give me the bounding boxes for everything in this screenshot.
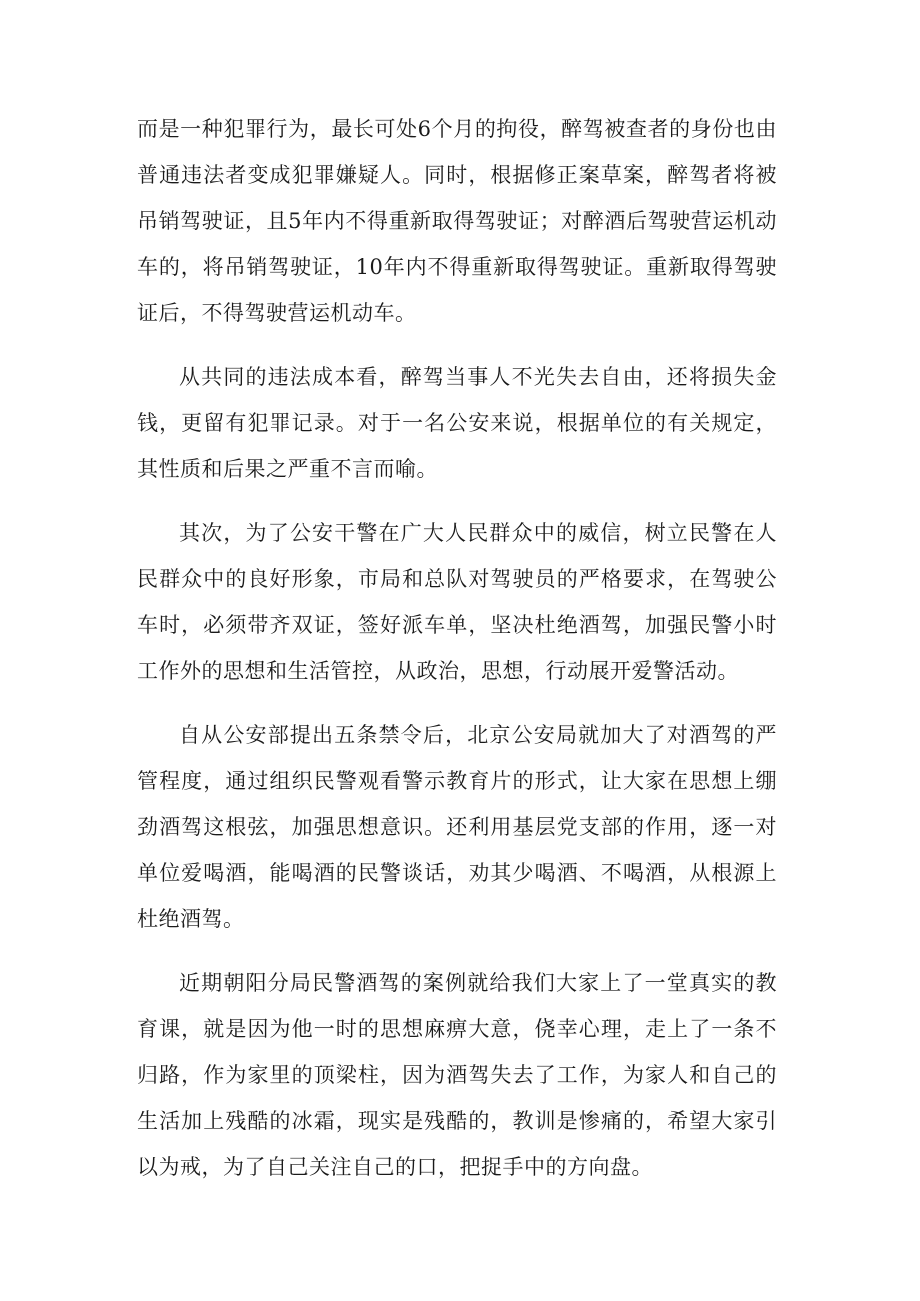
paragraph-4: 自从公安部提出五条禁令后，北京公安局就加大了对酒驾的严管程度，通过组织民警观看警示教育片的形式，让大家在思想上绷劲酒驾这根弦，加强思想意识。还利用基层党支部的作用，逐一对单位爱喝酒，能喝酒的民警谈话，劝其少喝酒、不喝酒，从根源上杜绝酒驾。 (137, 723, 777, 931)
paragraph-1: 而是一种犯罪行为，最长可处6个月的拘役，醉驾被查者的身份也由普通违法者变成犯罪嫌疑人。同时，根据修正案草案，醉驾者将被吊销驾驶证，且5年内不得重新取得驾驶证；对醉酒后驾驶营运机动车的，将吊销驾驶证，10年内不得重新取得驾驶证。重新取得驾驶证后，不得驾驶营运机动车。 (137, 117, 777, 325)
paragraph-2: 从共同的违法成本看，醉驾当事人不光失去自由，还将损失金钱，更留有犯罪记录。对于一名公安来说，根据单位的有关规定，其性质和后果之严重不言而喻。 (137, 365, 777, 481)
paragraph-3: 其次，为了公安干警在广大人民群众中的威信，树立民警在人民群众中的良好形象，市局和总队对驾驶员的严格要求，在驾驶公车时，必须带齐双证，签好派车单，坚决杜绝酒驾，加强民警小时工作外的思想和生活管控，从政治，思想，行动展开爱警活动。 (137, 521, 777, 683)
paragraph-5: 近期朝阳分局民警酒驾的案例就给我们大家上了一堂真实的教育课，就是因为他一时的思想麻痹大意，侥幸心理，走上了一条不归路，作为家里的顶梁柱，因为酒驾失去了工作，为家人和自己的生活加上残酷的冰霜，现实是残酷的，教训是惨痛的，希望大家引以为戒，为了自己关注自己的口，把捉手中的方向盘。 (137, 971, 777, 1179)
document-body (137, 106, 777, 1190)
